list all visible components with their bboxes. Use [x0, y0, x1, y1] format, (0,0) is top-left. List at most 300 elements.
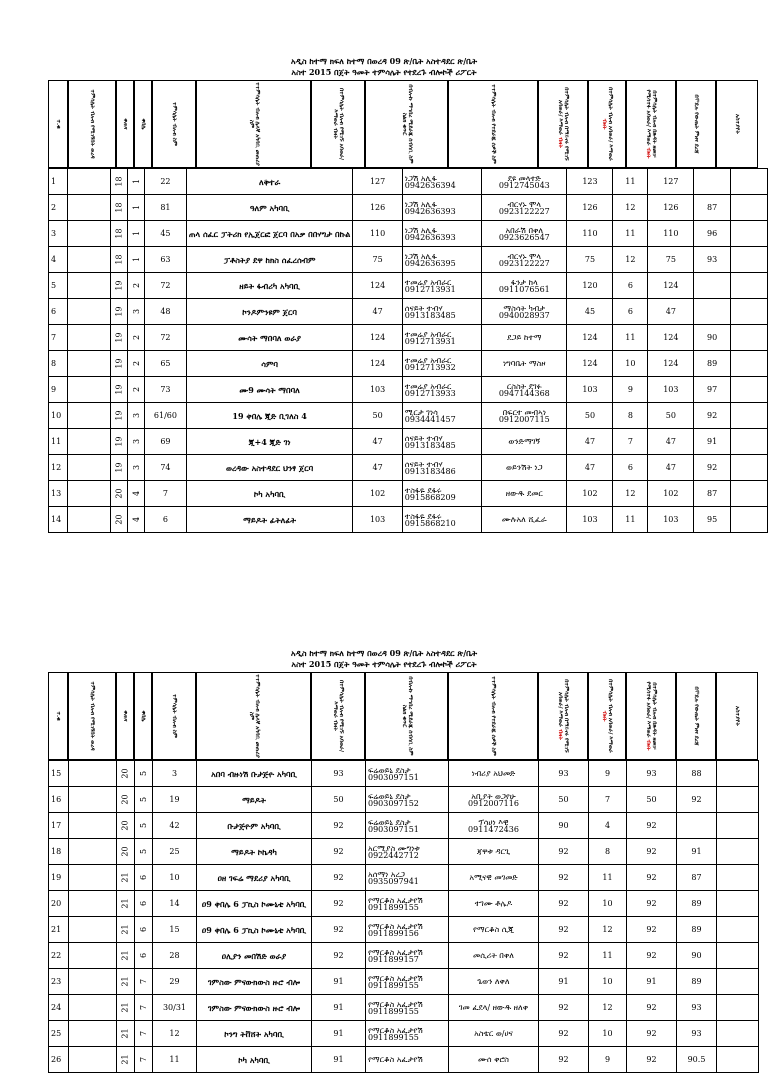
value-2: 11 [613, 325, 648, 351]
chair-name: አሰማነ አረጋ [368, 869, 405, 879]
remark-cell [717, 995, 759, 1021]
column-header [448, 672, 538, 760]
column-header-label: በሞዴሉ የውጤት ምዘና ደረጃ [693, 94, 699, 154]
column-header-emphasis: ብዛት [645, 737, 651, 751]
value-2: 6 [613, 455, 648, 481]
remark-cell [717, 917, 759, 943]
value-2: 8 [589, 839, 627, 865]
table-row [49, 1021, 759, 1047]
block-name: ሙ9 ሙሳት ማበባለ [186, 377, 353, 403]
kebele-value: 19 [153, 787, 197, 813]
woreda-cell [69, 943, 117, 969]
value-3: 103 [648, 507, 694, 533]
woreda-cell [68, 221, 110, 247]
value-3: 47 [648, 299, 694, 325]
household-count: 47 [353, 455, 402, 481]
ketena-value [135, 969, 153, 995]
woreda-text: 20 [114, 488, 124, 499]
row-number: 11 [49, 429, 68, 455]
score-value: 89 [677, 969, 717, 995]
organizer-name: የማርቆስ ሲጂ [473, 925, 514, 934]
organizer-cell [482, 247, 567, 273]
organizer-name: ደዩ መላተድ [507, 173, 541, 183]
row-number: 9 [49, 377, 68, 403]
table-row [49, 839, 759, 865]
block-name: ዘይት ፋብሪካ አካባቢ [186, 273, 353, 299]
chair-name: የማርቆስ አፈታየሽ [368, 895, 423, 905]
column-header-emphasis: ብዛት [601, 118, 607, 130]
ketena-text: 5 [139, 848, 148, 855]
value-2: 11 [589, 865, 627, 891]
chair-cell [402, 351, 481, 377]
organizer-phone: 0911076561 [498, 284, 550, 294]
woreda-value [117, 943, 135, 969]
value-3: 92 [627, 891, 677, 917]
organizer-name: ዘውዱ ደመር [505, 489, 543, 498]
column-header-label: በብሎኩ ማኀበረ ሚደራጁ ሰብሳቢ ስም ስልክ ቁጥር [400, 676, 413, 756]
woreda-text: 21 [121, 924, 130, 935]
woreda-value [110, 195, 128, 221]
ketena-value [135, 1047, 153, 1073]
value-1: 90 [539, 813, 589, 839]
report-title-line1: አዲስ ከተማ ክፍለ ከተማ በወረዳ 09 ጽ/ቤት አስተዳደር ጽ/ቤት [290, 648, 478, 658]
value-2: 12 [589, 917, 627, 943]
value-3: 92 [627, 995, 677, 1021]
kebele-value: 15 [153, 917, 197, 943]
woreda-value [110, 455, 128, 481]
chair-name: ነጋሽ አሊፋ [404, 251, 437, 261]
ketena-text: 4 [131, 516, 141, 523]
household-count: 92 [312, 813, 366, 839]
value-2: 12 [613, 247, 648, 273]
table-row [49, 813, 759, 839]
column-header-emphasis: ብዛት [557, 726, 563, 740]
kebele-value: 72 [145, 273, 187, 299]
value-2: 11 [613, 507, 648, 533]
score-value [677, 813, 717, 839]
row-number: 2 [49, 195, 68, 221]
table-row [49, 169, 768, 195]
remark-cell [730, 273, 767, 299]
column-header [588, 672, 626, 760]
block-name: ኮካ አካባቢ [186, 481, 353, 507]
column-header [68, 80, 116, 168]
organizer-cell [482, 273, 567, 299]
household-count: 124 [353, 325, 402, 351]
kebele-value: 28 [153, 943, 197, 969]
ketena-value [128, 299, 145, 325]
remark-cell [730, 455, 767, 481]
ketena-text: 6 [139, 926, 148, 933]
value-1: 93 [539, 761, 589, 787]
column-header-label: በሞዴሉ የውጤት ምዘና ደረጃ [693, 686, 699, 746]
column-header [626, 672, 676, 760]
column-header [716, 672, 758, 760]
woreda-value [117, 891, 135, 917]
woreda-cell [68, 377, 110, 403]
kebele-value: 63 [145, 247, 187, 273]
chair-name: ፍሬወይኒ ደስታ [368, 817, 411, 827]
column-header [116, 672, 134, 760]
chair-name: ሰናይት ተብሃ [404, 459, 443, 469]
ketena-value [128, 377, 145, 403]
value-3: 126 [648, 195, 694, 221]
column-header [134, 80, 152, 168]
value-3: 75 [648, 247, 694, 273]
woreda-text: 19 [114, 410, 124, 421]
woreda-cell [68, 169, 110, 195]
value-1: 91 [539, 969, 589, 995]
table-row [49, 761, 759, 787]
organizer-name: ነብሪያ አህመድ [471, 769, 516, 778]
organizer-cell [482, 455, 567, 481]
block-name: ጂ+4 ጂድ ገነ [186, 429, 353, 455]
chair-phone: 0912713933 [404, 388, 456, 398]
row-number: 10 [49, 403, 68, 429]
score-value: 87 [694, 481, 731, 507]
kebele-value: 73 [145, 377, 187, 403]
column-header [311, 80, 365, 168]
woreda-value [110, 273, 128, 299]
kebele-value: 74 [145, 455, 187, 481]
column-header-label: በብሎኩ ማኀበረ ሚደራጁ ሰብሳቢ ስም ስልክ ቁጥር [400, 84, 413, 164]
ketena-value [135, 943, 153, 969]
column-header [365, 672, 448, 760]
ketena-value [128, 403, 145, 429]
kebele-value: 10 [153, 865, 197, 891]
ketena-text: 5 [139, 822, 148, 829]
value-1: 47 [567, 455, 613, 481]
woreda-cell [68, 455, 110, 481]
woreda-cell [68, 351, 110, 377]
score-value: 93 [677, 1021, 717, 1047]
column-header-label: በተምሳሌት ብሎክ የሚገኙ አባወራ/ እማወራ ብዛት [332, 680, 344, 752]
organizer-cell [482, 351, 567, 377]
ketena-text: 2 [131, 334, 141, 341]
chair-cell [366, 943, 449, 969]
organizer-cell [449, 891, 539, 917]
woreda-text: 18 [114, 202, 124, 213]
remark-cell [730, 481, 767, 507]
chair-name: የማርቆስ አፈታየሽ [368, 973, 423, 983]
table-row [49, 891, 759, 917]
row-number: 17 [49, 813, 69, 839]
woreda-text: 21 [121, 1028, 130, 1039]
chair-name: ተመሬያ አብራር [404, 381, 452, 391]
block-name: ወረዳው አስተዳደር ህንፃ ጀርባ [186, 455, 353, 481]
woreda-value [110, 403, 128, 429]
household-count: 91 [312, 1047, 366, 1073]
woreda-cell [69, 865, 117, 891]
organizer-cell [449, 943, 539, 969]
woreda-text: 21 [121, 1054, 130, 1065]
value-3: 50 [648, 403, 694, 429]
organizer-name: ርስስት ደገፉ [506, 381, 542, 391]
organizer-name: ብርሃኑ ሞላ [507, 199, 542, 209]
block-name: ጠላ ሰፈር ፓትሪክ የኢጀርፎ ጀርባ በአቃ በበሃግታ በኩል [186, 221, 353, 247]
organizer-name: ደጋይ ከተማ [507, 333, 542, 342]
woreda-text: 20 [121, 794, 130, 805]
chair-cell [366, 969, 449, 995]
woreda-value [110, 299, 128, 325]
organizer-cell [449, 813, 539, 839]
block-name: ዓለም አካባቢ [186, 195, 353, 221]
kebele-value: 48 [145, 299, 187, 325]
column-header-emphasis: ብዛት [557, 134, 563, 148]
chair-name: ነጋሽ አሊፋ [404, 225, 437, 235]
woreda-cell [68, 299, 110, 325]
column-header-label: ተምሳሌት ብሎክ ስም [171, 101, 177, 147]
row-number: 13 [49, 481, 68, 507]
chair-phone: 0942636394 [404, 180, 456, 190]
chair-phone: 0915868210 [404, 518, 456, 528]
block-name: ዐዘ ገፍሬ ማደሪያ አካባቢ [197, 865, 312, 891]
chair-name: የማርቆስ አፈታየሽ [368, 1025, 423, 1035]
column-header-label: በተምሳሌት ብሎክ የሚገኙ አባወራ/ እማወራ ብዛት [332, 88, 344, 160]
woreda-text: 19 [114, 384, 124, 395]
value-2: 6 [613, 273, 648, 299]
kebele-value: 14 [153, 891, 197, 917]
block-name: ለቅተራ [186, 169, 353, 195]
column-header-label: በተምሳሌት ብሎክ አባወራ/ እማወራ ብዛት [601, 679, 613, 753]
chair-phone: 0942636393 [404, 206, 456, 216]
organizer-phone: 0947144368 [498, 388, 550, 398]
chair-phone: 0911899155 [368, 1032, 419, 1042]
ketena-value [135, 1021, 153, 1047]
kebele-value: 30/31 [153, 995, 197, 1021]
chair-cell [366, 761, 449, 787]
ketena-value [128, 195, 145, 221]
value-2: 10 [589, 1021, 627, 1047]
value-1: 92 [539, 839, 589, 865]
column-header [716, 80, 758, 168]
score-value: 93 [694, 247, 731, 273]
column-header-label: በተምሳሌት ብሎክ በማይኖሩ የሚገኙ አባወራ/ እማወራ ብዛት [557, 679, 569, 753]
value-2: 9 [589, 1047, 627, 1073]
row-number: 18 [49, 839, 69, 865]
organizer-cell [482, 377, 567, 403]
chair-phone: 0911899156 [368, 928, 419, 938]
row-number: 19 [49, 865, 69, 891]
remark-cell [730, 325, 767, 351]
chair-name: ተስፋዬ ደፋሩ [404, 485, 442, 495]
woreda-cell [69, 787, 117, 813]
woreda-value [117, 1047, 135, 1073]
woreda-text: 21 [121, 950, 130, 961]
woreda-value [110, 429, 128, 455]
chair-cell [402, 455, 481, 481]
remark-cell [730, 221, 767, 247]
kebele-value: 25 [153, 839, 197, 865]
ketena-text: 2 [131, 360, 141, 367]
value-3: 110 [648, 221, 694, 247]
organizer-name: ነግባቤት ማስዞ [502, 359, 546, 368]
kebele-value: 61/60 [145, 403, 187, 429]
chair-name: የማርቆስ አፈታየሽ [368, 999, 423, 1009]
organizer-cell [449, 787, 539, 813]
organizer-phone: 0912007115 [498, 414, 550, 424]
score-value: 92 [694, 403, 731, 429]
chair-name: የማርቆስ አፈታየሽ [368, 947, 423, 957]
household-count: 93 [312, 761, 366, 787]
table-row [49, 351, 768, 377]
table-row [49, 917, 759, 943]
woreda-cell [69, 891, 117, 917]
ketena-text: 3 [131, 308, 141, 315]
table-row [49, 221, 768, 247]
remark-cell [730, 247, 767, 273]
kebele-value: 7 [145, 481, 187, 507]
value-3: 102 [648, 481, 694, 507]
row-number: 15 [49, 761, 69, 787]
column-header [68, 672, 116, 760]
woreda-cell [68, 429, 110, 455]
kebele-value: 12 [153, 1021, 197, 1047]
chair-name: ተመሬያ አብራር [404, 277, 452, 287]
ketena-value [128, 273, 145, 299]
chair-phone: 0912713931 [404, 336, 456, 346]
woreda-value [117, 995, 135, 1021]
block-name: ዐ9 ቀበሌ 6 ፓኪስ ኮሙኒቲ አካባቢ [197, 891, 312, 917]
score-value: 87 [677, 865, 717, 891]
table-row [49, 865, 759, 891]
value-3: 92 [627, 1021, 677, 1047]
row-number: 20 [49, 891, 69, 917]
chair-phone: 0911899157 [368, 954, 419, 964]
chair-cell [402, 429, 481, 455]
woreda-value [117, 865, 135, 891]
chair-cell [366, 813, 449, 839]
woreda-value [117, 969, 135, 995]
row-number: 5 [49, 273, 68, 299]
table-row [49, 273, 768, 299]
household-count: 92 [312, 865, 366, 891]
column-header-label: አስተያየት [734, 114, 740, 134]
woreda-cell [69, 917, 117, 943]
value-1: 92 [539, 917, 589, 943]
remark-cell [717, 969, 759, 995]
woreda-text: 18 [114, 176, 124, 187]
organizer-cell [449, 865, 539, 891]
organizer-cell [482, 403, 567, 429]
chair-name: ፍሬወይኒ ደስታ [368, 791, 411, 801]
organizer-cell [482, 195, 567, 221]
household-count: 124 [353, 351, 402, 377]
household-count: 47 [353, 299, 402, 325]
row-number: 3 [49, 221, 68, 247]
household-count: 92 [312, 839, 366, 865]
chair-cell [366, 995, 449, 1021]
woreda-cell [68, 195, 110, 221]
column-header [196, 672, 311, 760]
ketena-text: 7 [139, 978, 148, 985]
column-header-label: በተምሳሌት ብሎክ አባወራ/ እማወራ ብዛት [601, 87, 613, 161]
column-header-label: ቀበሌ [140, 118, 146, 130]
woreda-value [110, 169, 128, 195]
remark-cell [717, 787, 759, 813]
woreda-text: 19 [114, 332, 124, 343]
block-name: ማይዶት [197, 787, 312, 813]
ketena-value [128, 351, 145, 377]
score-value: 95 [694, 507, 731, 533]
woreda-cell [69, 995, 117, 1021]
chair-name: ሚርታ ገነሳ [404, 407, 438, 417]
column-header-label: ተምሳሌት ብሎክ የሚገኝበት ወረዳ [89, 681, 95, 751]
organizer-name: ጃዋቱ ዳርጊ [476, 847, 511, 856]
column-header [48, 672, 68, 760]
value-3: 92 [627, 813, 677, 839]
woreda-text: 20 [121, 768, 130, 779]
value-1: 45 [567, 299, 613, 325]
chair-phone: 0942636393 [404, 232, 456, 242]
organizer-cell [482, 507, 567, 533]
organizer-name: መሲሪት በቀለ [473, 951, 514, 960]
value-1: 92 [539, 943, 589, 969]
chair-cell [402, 403, 481, 429]
woreda-cell [68, 247, 110, 273]
column-header-label: በተምሳሌት ብሎክ በጽዳት ዘመቻ የሚሳተፉ አባወራ/ እማወራ ብዛት [645, 89, 657, 159]
kebele-value: 65 [145, 351, 187, 377]
row-number: 22 [49, 943, 69, 969]
remark-cell [717, 891, 759, 917]
organizer-phone: 0923122227 [498, 258, 550, 268]
value-1: 47 [567, 429, 613, 455]
household-count: 102 [353, 481, 402, 507]
organizer-name: አሚናዊ መገመድ [469, 873, 518, 882]
organizer-cell [482, 221, 567, 247]
value-2: 10 [613, 351, 648, 377]
ketena-text: 1 [131, 230, 141, 237]
value-1: 126 [567, 195, 613, 221]
score-value: 87 [694, 195, 731, 221]
chair-name: ነጋሽ አሊፋ [404, 199, 437, 209]
column-header-label: ተተምሳሌት ብሎክ የተደራጁ ሰዎች ስም [490, 84, 496, 164]
ketena-text: 1 [131, 204, 141, 211]
block-name: ገምስው ምናውክውስ ዙሮ ብሎ [197, 995, 312, 1021]
chair-phone: 0935097941 [368, 876, 419, 886]
chair-cell [402, 481, 481, 507]
chair-name: ተመሬያ አብራር [404, 329, 452, 339]
column-header-label: ተ.ቁ [55, 711, 61, 721]
column-header-label: አስተያየት [734, 706, 740, 726]
woreda-value [110, 247, 128, 273]
woreda-cell [68, 507, 110, 533]
block-name: ፓቶስትያ ደዋ ከክስ ሰፈረሰብም [186, 247, 353, 273]
household-count: 47 [353, 429, 402, 455]
column-header [588, 80, 626, 168]
chair-name: ሰናይት ተብሃ [404, 433, 443, 443]
woreda-cell [69, 813, 117, 839]
organizer-name: ሙሉአለ ሺፈራ [501, 515, 547, 524]
chair-phone: 0942636395 [404, 258, 456, 268]
chair-cell [366, 891, 449, 917]
household-count: 126 [353, 195, 402, 221]
organizer-cell [482, 169, 567, 195]
kebele-value: 45 [145, 221, 187, 247]
value-2: 11 [589, 943, 627, 969]
ketena-value [128, 221, 145, 247]
column-header [538, 80, 588, 168]
chair-cell [366, 1047, 449, 1073]
column-header [365, 80, 448, 168]
value-3: 47 [648, 455, 694, 481]
ketena-text: 1 [131, 178, 141, 185]
column-header-label: በተምሳሌት ብሎክ በማይኖሩ የሚገኙ አባወራ/ እማወራ ብዛት [557, 87, 569, 161]
value-1: 50 [567, 403, 613, 429]
woreda-value [110, 507, 128, 533]
ketena-text: 5 [139, 770, 148, 777]
ketena-value [128, 247, 145, 273]
